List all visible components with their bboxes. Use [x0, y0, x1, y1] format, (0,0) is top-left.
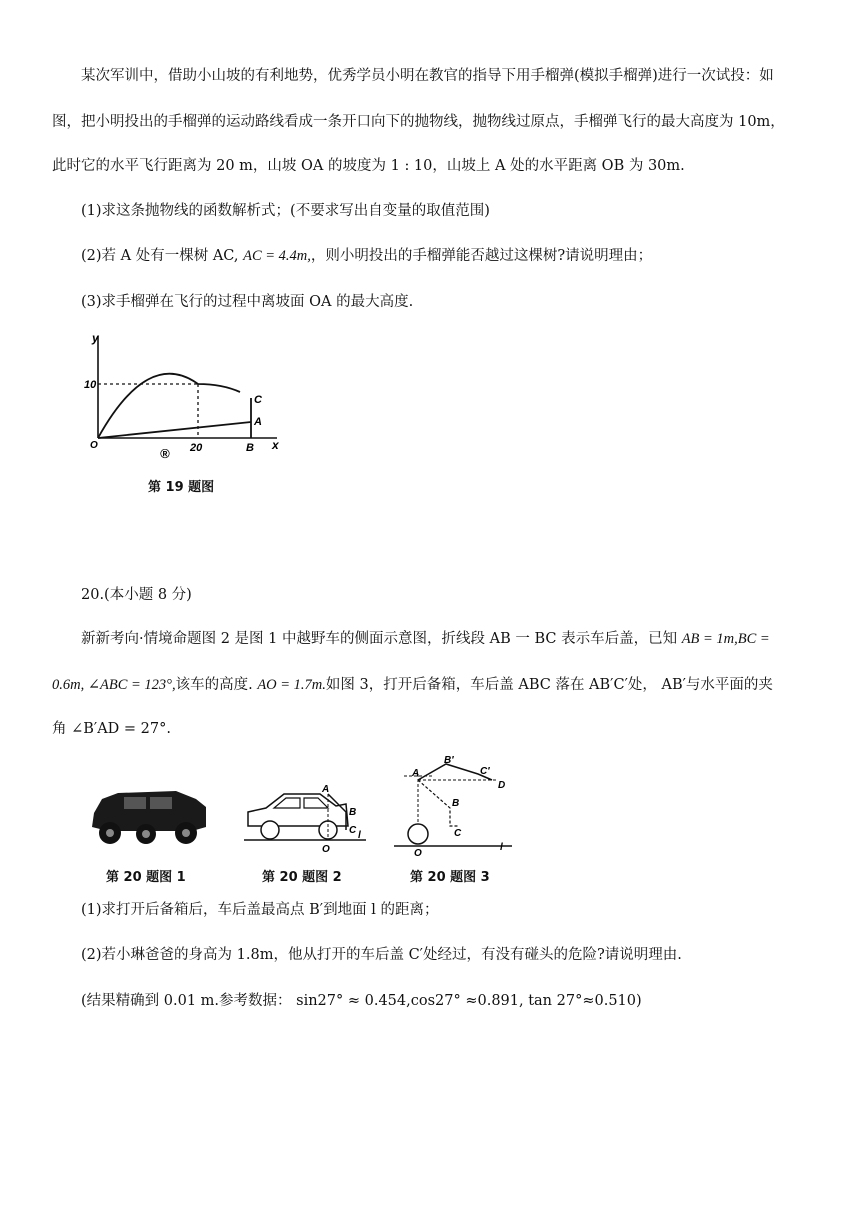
- q20-figure-3-caption: 第 20 题图 3: [410, 870, 490, 885]
- fig3-label-o: O: [414, 848, 422, 859]
- q19-part-3: (3)求手榴弹在飞行的过程中离坡面 OA 的最大高度.: [81, 294, 414, 310]
- q20-figure-2-caption: 第 20 题图 2: [262, 870, 342, 885]
- fig3-label-c: C: [454, 828, 462, 839]
- q20-line-1: [81, 629, 770, 649]
- fig3-label-d: D: [498, 780, 506, 791]
- q20-line-1-math: AB = 1m,BC =: [681, 631, 770, 647]
- q19-line-2: 图，把小明投出的手榴弹的运动路线看成一条开口向下的抛物线，抛物线过原点，手榴弹飞行的最大高度为 10m，: [52, 114, 785, 130]
- tick-20: 20: [190, 442, 203, 454]
- x-axis-label: x: [272, 438, 279, 452]
- q20-line-2-math-2: AO = 1.7m.: [257, 677, 326, 693]
- q19-line-3: 此时它的水平飞行距离为 20 m，山坡 OA 的坡度为 1 : 10，山坡上 A 处的水平距离 OB 为 30m.: [52, 158, 685, 174]
- fig3-label-a: A: [412, 768, 420, 779]
- q19-part-2-suffix: ，则小明投出的手榴弹能否越过这棵树?请说明理由；: [310, 248, 653, 264]
- q20-figure-3-open-trunk: [394, 756, 514, 860]
- q20-line-2-mid: 该车的高度.: [175, 677, 258, 693]
- q20-part-2: (2)若小琳爸爸的身高为 1.8m，他从打开的车后盖 C′处经过，有没有碰头的危险?请说明理由.: [81, 947, 682, 963]
- q19-part-1: (1)求这条抛物线的函数解析式；(不要求写出自变量的取值范围): [81, 203, 490, 219]
- q20-header: 20.(本小题 8 分): [81, 587, 192, 603]
- fig2-label-b: B: [349, 807, 357, 818]
- car-window: [304, 798, 328, 808]
- q19-part-2-math: AC = 4.4m,: [243, 248, 311, 264]
- q20-figure-1-caption: 第 20 题图 1: [106, 870, 186, 885]
- fig2-label-c: C: [349, 825, 357, 836]
- q19-line-1: 某次军训中，借助小山坡的有利地势，优秀学员小明在教官的指导下用手榴弹(模拟手榴弹)进行一次试投：如: [81, 68, 774, 84]
- q20-line-2-math-1: 0.6m, ∠ABC = 123°,: [52, 677, 176, 693]
- q20-part-1: (1)求打开后备箱后，车后盖最高点 B′到地面 l 的距离；: [81, 902, 439, 918]
- parabola-curve: [98, 374, 240, 438]
- fig3-label-l: l: [500, 842, 503, 853]
- fig2-label-l: l: [358, 830, 361, 841]
- fig3-label-c-prime: C′: [480, 766, 490, 777]
- circled-r-mark: ®: [160, 446, 170, 461]
- label-a: A: [254, 416, 262, 428]
- label-b: B: [246, 442, 254, 454]
- q20-line-3: 角 ∠B′AD = 27°.: [52, 721, 171, 737]
- tick-10: 10: [84, 379, 97, 391]
- vehicle-wheel: [142, 830, 150, 838]
- q19-part-2: [81, 246, 652, 266]
- q19-figure: [82, 328, 292, 468]
- q19-part-2-prefix: (2)若 A 处有一棵树 AC,: [81, 248, 244, 264]
- fig3-label-b-prime: B′: [444, 756, 454, 766]
- y-axis-label: y: [92, 331, 99, 345]
- vehicle-wheel: [182, 829, 190, 837]
- q20-figure-1-vehicle: [88, 785, 210, 850]
- label-c: C: [254, 394, 262, 406]
- q19-figure-caption: 第 19 题图: [148, 480, 215, 495]
- fig2-label-o: O: [322, 844, 330, 855]
- vehicle-window: [150, 797, 172, 809]
- vehicle-wheel: [106, 829, 114, 837]
- slope-oa: [98, 422, 251, 438]
- fig2-label-a: A: [322, 784, 330, 795]
- vehicle-window: [124, 797, 146, 809]
- fig3-wheel: [408, 824, 428, 844]
- q20-reference-note: (结果精确到 0.01 m.参考数据： sin27° ≈ 0.454,cos27° ≈0.891, tan 27°≈0.510): [81, 993, 642, 1009]
- q20-line-2: [52, 675, 773, 695]
- fig3-label-b: B: [452, 798, 460, 809]
- q20-line-1-text: 新新考向·情境命题图 2 是图 1 中越野车的侧面示意图，折线段 AB 一 BC 表示车后盖，已知: [81, 631, 682, 647]
- car-front-wheel: [261, 821, 279, 839]
- label-o: O: [90, 440, 98, 451]
- q20-line-2-suffix: 如图 3，打开后备箱，车后盖 ABC 落在 AB′C′处， AB′与水平面的夹: [325, 677, 773, 693]
- q20-figure-2-car: [244, 780, 368, 860]
